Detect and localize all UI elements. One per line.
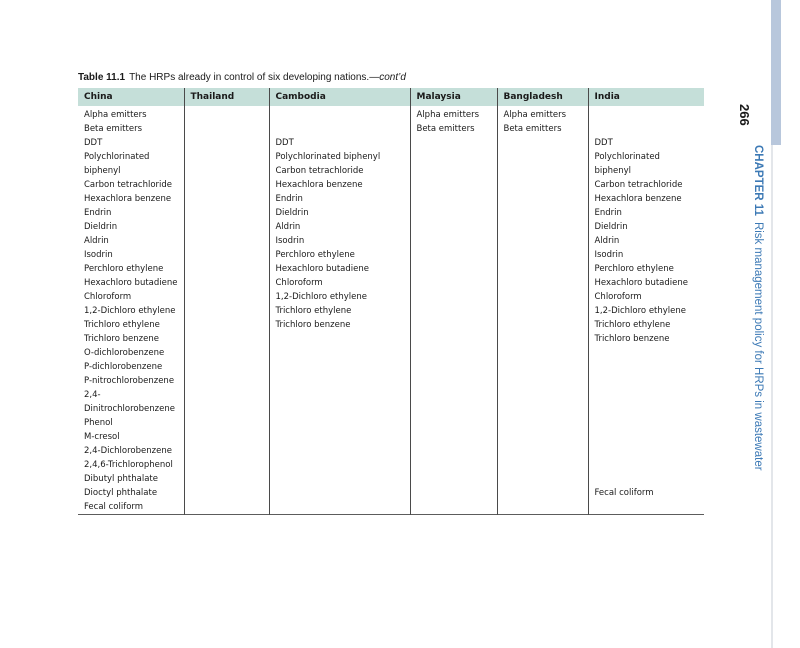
table-cell: Hexachloro butadiene	[84, 278, 178, 288]
table-cell	[504, 276, 582, 290]
table-cell	[276, 360, 404, 374]
table-cell	[504, 416, 582, 430]
table-cell	[504, 318, 582, 332]
table-cell	[504, 262, 582, 276]
table-cell	[504, 220, 582, 234]
chapter-label: CHAPTER 11	[752, 145, 764, 216]
table-cell	[191, 206, 263, 220]
table-cell	[417, 276, 491, 290]
table-cell	[504, 206, 582, 220]
table-cell: M-cresol	[84, 432, 120, 442]
table-cell	[191, 136, 263, 150]
column-china	[78, 106, 184, 515]
table-cell	[276, 332, 404, 346]
table-cell: Dieldrin	[275, 208, 309, 218]
header-cambodia: Cambodia	[269, 88, 410, 106]
table-cell	[417, 290, 491, 304]
table-cell	[504, 346, 582, 360]
table-cell: DDT	[84, 138, 103, 148]
table-cell	[191, 108, 263, 122]
table-cell	[417, 332, 491, 346]
table-cell: DDT	[594, 138, 613, 148]
table-cell	[504, 304, 582, 318]
chapter-title: Risk management policy for HRPs in wastewater	[752, 221, 764, 471]
table-cell	[417, 262, 491, 276]
table-cell	[191, 234, 263, 248]
table-cell	[191, 178, 263, 192]
column-malaysia	[410, 106, 497, 515]
table-cell	[276, 122, 404, 136]
table-cell	[504, 150, 582, 164]
table-cell	[191, 430, 263, 444]
header-malaysia: Malaysia	[410, 88, 497, 106]
table-cell	[595, 122, 699, 136]
table-cell	[191, 458, 263, 472]
table-cell	[191, 374, 263, 388]
table-cell	[276, 416, 404, 430]
table-cell	[276, 374, 404, 388]
table-cell: Polychlorinated biphenyl	[594, 152, 660, 176]
table-cell: Beta emitters	[84, 124, 142, 134]
table-cell: Aldrin	[84, 236, 109, 246]
table-cell: Endrin	[594, 208, 622, 218]
table-cell: Alpha emitters	[503, 110, 567, 120]
table-cell	[595, 374, 699, 388]
table-cell: Beta emitters	[503, 124, 562, 134]
table-cell: Dibutyl phthalate	[84, 474, 158, 484]
table-cell	[417, 374, 491, 388]
table-cell	[595, 346, 699, 360]
table-cell	[504, 332, 582, 346]
table-cell: Alpha emitters	[84, 110, 147, 120]
table-cell: O-dichlorobenzene	[84, 348, 165, 358]
table-cell	[417, 206, 491, 220]
column-bangladesh	[497, 106, 588, 515]
table-cell	[417, 192, 491, 206]
table-cell: Trichloro benzene	[84, 334, 159, 344]
table-cell: Dioctyl phthalate	[84, 488, 158, 498]
table-cell: Perchloro ethylene	[594, 264, 674, 274]
table-cell	[504, 430, 582, 444]
table-cell: Hexachloro butadiene	[275, 264, 369, 274]
table-cell: Trichloro ethylene	[84, 320, 160, 330]
table-number: Table 11.1	[78, 72, 126, 83]
table-cell	[417, 388, 491, 402]
table-cell	[504, 234, 582, 248]
table-cell: Chloroform	[84, 292, 132, 302]
table-cell: Endrin	[275, 194, 303, 204]
header-bangladesh: Bangladesh	[497, 88, 588, 106]
table-cell	[191, 150, 263, 164]
table-cell: Carbon tetrachloride	[275, 166, 364, 176]
table-cell	[417, 220, 491, 234]
table-cell: Carbon tetrachloride	[84, 180, 173, 190]
column-india	[588, 106, 704, 515]
table-cell	[504, 374, 582, 388]
table-cell: Aldrin	[594, 236, 620, 246]
table-cell	[191, 318, 263, 332]
table-cell: Fecal coliform	[594, 488, 654, 498]
running-head	[752, 145, 764, 471]
table-cell	[504, 136, 582, 150]
table-cell: Phenol	[84, 418, 113, 428]
table-cell	[417, 402, 491, 416]
table-cell	[276, 402, 404, 416]
table-cell	[191, 248, 263, 262]
table-cell	[595, 458, 699, 472]
table-cell	[504, 444, 582, 458]
table-cell: Isodrin	[84, 250, 113, 260]
table-cell: Trichloro benzene	[594, 334, 670, 344]
table-cell	[191, 122, 263, 136]
table-cell: DDT	[275, 138, 294, 148]
table-cell	[191, 304, 263, 318]
table-cell	[191, 444, 263, 458]
table-cell: 2,4-Dichlorobenzene	[84, 446, 172, 456]
table-cell	[276, 346, 404, 360]
table-caption	[78, 72, 406, 83]
table-continued-label: cont’d	[379, 72, 406, 83]
table-cell: Isodrin	[275, 236, 305, 246]
table-cell: P-dichlorobenzene	[84, 362, 163, 372]
page-edge-line	[771, 145, 773, 648]
table-cell	[191, 290, 263, 304]
table-cell: Perchloro ethylene	[84, 264, 164, 274]
table-cell: 1,2-Dichloro ethylene	[275, 292, 368, 302]
table-cell: Hexachloro butadiene	[594, 278, 688, 288]
table-cell	[417, 346, 491, 360]
table-cell	[276, 430, 404, 444]
table-cell	[504, 248, 582, 262]
table-cell	[417, 472, 491, 486]
table-cell: Polychlorinated biphenyl	[84, 152, 150, 176]
table-cell	[595, 402, 699, 416]
table-cell	[417, 136, 491, 150]
table-cell	[191, 164, 263, 178]
table-cell: 2,4-Dinitrochlorobenzene	[84, 390, 175, 414]
table-cell: Dieldrin	[594, 222, 628, 232]
table-cell	[276, 388, 404, 402]
table-cell	[417, 430, 491, 444]
table-cell	[191, 402, 263, 416]
table-cell	[417, 248, 491, 262]
header-thailand: Thailand	[184, 88, 269, 106]
table-cell	[595, 416, 699, 430]
table-cell	[504, 388, 582, 402]
column-thailand	[184, 106, 269, 515]
table-cell	[191, 276, 263, 290]
table-cell: 2,4,6-Trichlorophenol	[84, 460, 173, 470]
table-cell	[417, 164, 491, 178]
page-number: 266	[737, 104, 752, 126]
table-cell: Carbon tetrachloride	[594, 180, 683, 190]
table-body-row	[78, 106, 704, 515]
table-cell: Trichloro ethylene	[275, 306, 352, 316]
table-cell: Chloroform	[275, 278, 323, 288]
table-cell	[417, 150, 491, 164]
table-cell: Hexachlora benzene	[275, 180, 363, 190]
table-cell	[191, 346, 263, 360]
table-cell	[191, 388, 263, 402]
page-edge-tab	[771, 0, 781, 145]
table-cell: P-nitrochlorobenzene	[84, 376, 175, 386]
table-cell: Hexachlora benzene	[594, 194, 682, 204]
table-cell	[417, 458, 491, 472]
table-cell: Dieldrin	[84, 222, 118, 232]
table-cell	[276, 472, 404, 486]
table-cell	[504, 360, 582, 374]
header-india: India	[588, 88, 704, 106]
table-cell: Trichloro benzene	[275, 320, 351, 330]
table-cell	[595, 472, 699, 486]
table-cell	[504, 164, 582, 178]
table-cell	[504, 290, 582, 304]
table-cell	[417, 318, 491, 332]
table-cell	[417, 304, 491, 318]
table-cell	[595, 360, 699, 374]
table-cell	[417, 416, 491, 430]
table-cell	[595, 430, 699, 444]
table-cell	[504, 458, 582, 472]
table-cell: Hexachlora benzene	[84, 194, 172, 204]
header-china: China	[78, 88, 184, 106]
table-cell	[276, 458, 404, 472]
table-cell	[595, 388, 699, 402]
table-cell	[595, 444, 699, 458]
table-cell: Chloroform	[594, 292, 642, 302]
table-cell	[191, 416, 263, 430]
table-cell: Alpha emitters	[416, 110, 480, 120]
table-cell	[504, 192, 582, 206]
table-cell: Trichloro ethylene	[594, 320, 671, 330]
table-cell	[191, 472, 263, 486]
table-cell: Perchloro ethylene	[275, 250, 355, 260]
table-cell	[276, 108, 404, 122]
hrp-table	[78, 88, 704, 515]
table-cell: Fecal coliform	[84, 502, 144, 512]
table-cell: Aldrin	[275, 222, 301, 232]
table-cell	[417, 178, 491, 192]
table-cell: Polychlorinated biphenyl	[275, 152, 381, 162]
table-cell: Endrin	[84, 208, 112, 218]
column-cambodia	[269, 106, 410, 515]
table-cell	[417, 360, 491, 374]
table-cell: 1,2-Dichloro ethylene	[594, 306, 687, 316]
table-cell	[417, 444, 491, 458]
table-cell	[191, 332, 263, 346]
table-title: The HRPs already in control of six developing nations.—	[129, 72, 380, 83]
table-cell: 1,2-Dichloro ethylene	[84, 306, 176, 316]
table-cell	[191, 220, 263, 234]
table-cell: Beta emitters	[416, 124, 475, 134]
table-cell	[595, 108, 699, 122]
table-cell	[417, 234, 491, 248]
table-cell	[504, 472, 582, 486]
table-cell	[191, 192, 263, 206]
table-cell	[504, 178, 582, 192]
table-cell	[191, 360, 263, 374]
table-cell	[504, 402, 582, 416]
table-cell	[191, 262, 263, 276]
table-cell	[276, 444, 404, 458]
table-header-row	[78, 88, 704, 106]
table-cell: Isodrin	[594, 250, 624, 260]
